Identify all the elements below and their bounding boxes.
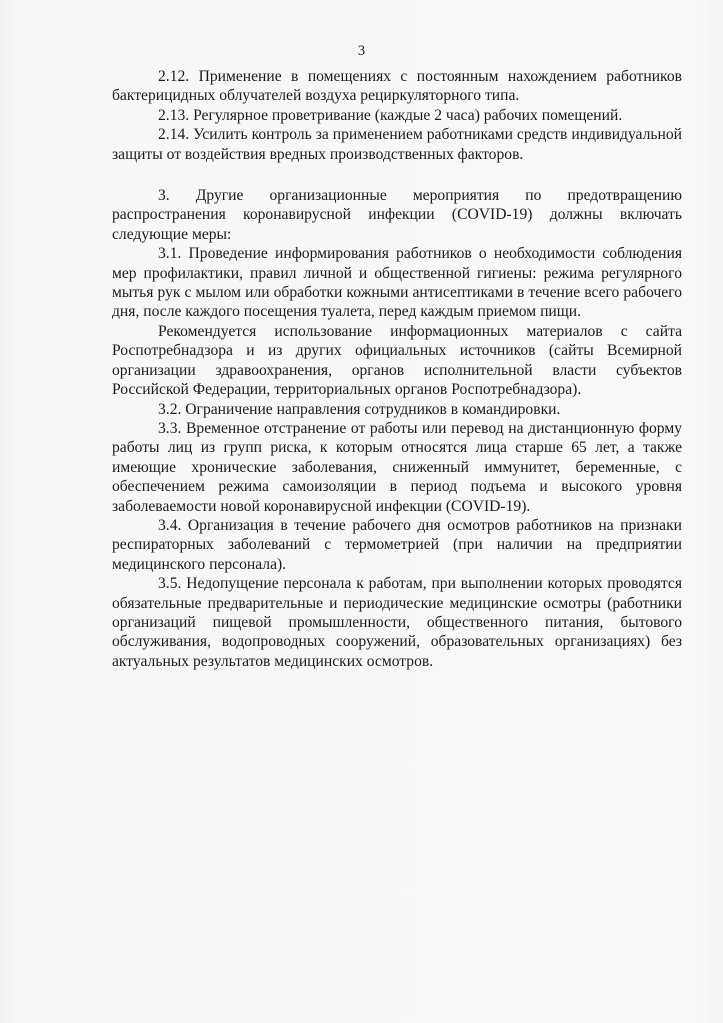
paragraph-2-14: 2.14. Усилить контроль за применением работниками средств индивидуальной защиты от воздействия вредных производственных факторов. [112, 126, 682, 163]
paragraph-3-3: 3.3. Временное отстранение от работы или перевод на дистанционную форму работы лиц из групп риска, к которым относятся лица старше 65 лет, а также имеющие хронические заболевания, сниженный иммунитет, беременные, с обеспечением режима самоизоляции в период подъема и высокого уровня заболеваемости новой коронавирусной инфекции (COVID-19). [112, 419, 682, 515]
page-number: 3 [357, 43, 366, 59]
paragraph-2-12: 2.12. Применение в помещениях с постоянным нахождением работников бактерицидных облучателей воздуха рециркуляторного типа. [112, 68, 682, 105]
paragraph-3-4: 3.4. Организация в течение рабочего дня осмотров работников на признаки респираторных заболеваний с термометрией (при наличии на предприятии медицинского персонала). [112, 516, 682, 573]
paragraph-3-5: 3.5. Недопущение персонала к работам, при выполнении которых проводятся обязательные предварительные и периодические медицинские осмотры (работники организаций пищевой промышленности, общественного питания, бытового обслуживания, водопроводных сооружений, образовательных организациях) без актуальных результатов медицинских осмотров. [112, 575, 682, 670]
paragraph-2-13: 2.13. Регулярное проветривание (каждые 2 часа) рабочих помещений. [158, 106, 623, 124]
paragraph-3: 3. Другие организационные мероприятия по предотвращению распространения коронавирусной инфекции (COVID-19) должны включать следующие меры: [112, 187, 682, 243]
document-body [112, 67, 682, 671]
paragraph-recommendation: Рекомендуется использование информационных материалов с сайта Роспотребнадзора и из других официальных источников (сайты Всемирной организации здравоохранения, органов исполнительной власти субъектов Российской Федерации, территориальных органов Роспотребнадзора). [112, 322, 682, 399]
paragraph-3-1: 3.1. Проведение информирования работников о необходимости соблюдения мер профилактики, правил личной и общественной гигиены: режима регулярного мытья рук с мылом или обработки кожными антисептиками в течение всего рабочего дня, после каждого посещения туалета, перед каждым приемом пищи. [112, 245, 682, 321]
paragraph-3-2: 3.2. Ограничение направления сотрудников в командировки. [158, 400, 561, 418]
